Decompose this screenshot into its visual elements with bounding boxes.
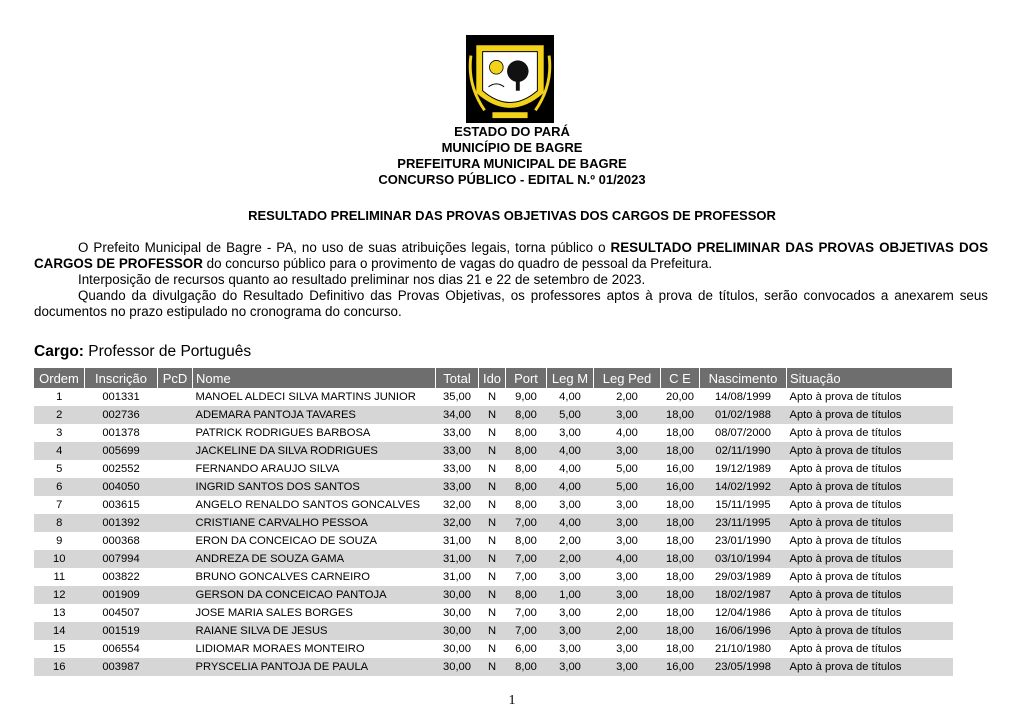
header-municipality: MUNICÍPIO DE BAGRE xyxy=(441,140,583,155)
table-row xyxy=(34,550,953,568)
table-cell xyxy=(158,406,193,424)
table-cell: 7,00 xyxy=(506,622,547,640)
table-cell: 16,00 xyxy=(661,658,700,676)
table-cell: 4 xyxy=(34,442,85,460)
table-cell: 8,00 xyxy=(506,442,547,460)
col-leg-ped: Leg Ped xyxy=(594,368,661,388)
table-row xyxy=(34,442,953,460)
table-cell: 001519 xyxy=(85,622,158,640)
table-cell: JACKELINE DA SILVA RODRIGUES xyxy=(193,442,436,460)
table-cell: 7,00 xyxy=(506,514,547,532)
results-table xyxy=(34,368,953,676)
crest-graphic xyxy=(467,36,553,122)
table-cell: 30,00 xyxy=(436,658,479,676)
table-row xyxy=(34,604,953,622)
table-cell: GERSON DA CONCEICAO PANTOJA xyxy=(193,586,436,604)
table-row xyxy=(34,568,953,586)
table-cell: 2,00 xyxy=(616,391,638,403)
table-cell: 4,00 xyxy=(616,427,638,439)
table-cell: INGRID SANTOS DOS SANTOS xyxy=(193,478,436,496)
table-cell: 23/11/1995 xyxy=(700,514,787,532)
table-cell: 3,00 xyxy=(559,643,581,655)
table-row xyxy=(34,496,953,514)
table-cell: ADEMARA PANTOJA TAVARES xyxy=(193,406,436,424)
table-cell: N xyxy=(487,499,497,511)
table-cell: 8,00 xyxy=(506,586,547,604)
table-cell xyxy=(158,586,193,604)
table-cell: 23/05/1998 xyxy=(700,658,787,676)
table-header-row xyxy=(34,368,953,388)
cargo-label: Cargo: xyxy=(34,343,84,360)
table-cell: Apto à prova de títulos xyxy=(787,442,953,460)
table-cell: N xyxy=(487,571,497,583)
table-cell: 10 xyxy=(34,550,85,568)
table-cell: 12/04/1986 xyxy=(715,607,771,619)
table-cell: Apto à prova de títulos xyxy=(789,463,902,475)
table-cell: 14/02/1992 xyxy=(700,478,787,496)
table-cell: Apto à prova de títulos xyxy=(789,391,902,403)
table-cell: 3,00 xyxy=(547,622,594,640)
table-cell: 3,00 xyxy=(616,499,638,511)
table-cell: 2,00 xyxy=(616,607,638,619)
table-cell: 7,00 xyxy=(506,550,547,568)
col-port: Port xyxy=(506,368,547,388)
table-cell: N xyxy=(487,427,497,439)
document-subtitle: RESULTADO PRELIMINAR DAS PROVAS OBJETIVAS DOS CARGOS DE PROFESSOR xyxy=(248,208,776,223)
intro-paragraph-2: Interposição de recursos quanto ao resultado preliminar nos dias 21 e 22 de setembro de 2023. xyxy=(78,272,646,287)
col-total: Total xyxy=(436,368,479,388)
table-cell: 18,00 xyxy=(666,571,694,583)
table-cell xyxy=(158,514,193,532)
table-cell: 18,00 xyxy=(661,550,700,568)
table-cell: 1,00 xyxy=(547,586,594,604)
table-cell: 6,00 xyxy=(515,643,537,655)
cargo-value: Professor de Português xyxy=(83,343,252,360)
col-inscricao: Inscrição xyxy=(85,368,158,388)
table-cell: N xyxy=(479,514,506,532)
col-nascimento: Nascimento xyxy=(700,368,787,388)
table-cell: 9,00 xyxy=(515,391,537,403)
table-cell: 3,00 xyxy=(616,571,638,583)
table-cell xyxy=(158,640,193,658)
table-cell: 3,00 xyxy=(559,499,581,511)
col-nome: Nome xyxy=(193,368,436,388)
table-cell: 21/10/1980 xyxy=(715,643,771,655)
table-cell: 18,00 xyxy=(666,499,694,511)
table-cell: 4,00 xyxy=(559,463,581,475)
table-cell: Apto à prova de títulos xyxy=(789,535,902,547)
intro-paragraph-3: Quando da divulgação do Resultado Definitivo das Provas Objetivas, os professores aptos à prova de títulos, serão convocados a anexarem seus documentos no prazo estipulado no cronograma do concurso. xyxy=(34,288,988,319)
table-cell: 3,00 xyxy=(594,406,661,424)
table-cell xyxy=(158,496,193,514)
table-cell: 6 xyxy=(34,478,85,496)
table-cell xyxy=(158,622,193,640)
table-row xyxy=(34,388,953,406)
table-cell: 14/08/1999 xyxy=(715,391,771,403)
table-cell: 003822 xyxy=(102,571,140,583)
table-cell: 18,00 xyxy=(666,607,694,619)
table-cell: 35,00 xyxy=(443,391,471,403)
table-cell: 32,00 xyxy=(443,499,471,511)
table-cell: 4,00 xyxy=(547,442,594,460)
table-cell: 7,00 xyxy=(515,607,537,619)
table-cell: 001392 xyxy=(85,514,158,532)
table-cell: Apto à prova de títulos xyxy=(787,406,953,424)
table-cell: CRISTIANE CARVALHO PESSOA xyxy=(193,514,436,532)
table-cell: 31,00 xyxy=(436,550,479,568)
table-cell: 32,00 xyxy=(436,514,479,532)
table-row xyxy=(34,658,953,676)
table-cell xyxy=(158,532,193,550)
table-cell: Apto à prova de títulos xyxy=(787,586,953,604)
table-cell: 3 xyxy=(56,427,63,439)
intro-p1-bold: RESULTADO PRELIMINAR DAS PROVAS OBJETIVAS DOS CARGOS DE PROFESSOR xyxy=(34,240,989,271)
table-cell: Apto à prova de títulos xyxy=(789,499,902,511)
table-cell: 15 xyxy=(53,643,66,655)
table-cell xyxy=(158,658,193,676)
table-cell xyxy=(158,604,193,622)
table-cell: 2 xyxy=(34,406,85,424)
table-cell: 18,00 xyxy=(661,442,700,460)
table-cell: 23/01/1990 xyxy=(715,535,771,547)
table-cell: 5,00 xyxy=(594,478,661,496)
table-cell: PATRICK RODRIGUES BARBOSA xyxy=(195,427,371,439)
table-cell: 7,00 xyxy=(515,571,537,583)
table-cell: 3,00 xyxy=(616,535,638,547)
table-cell: N xyxy=(487,643,497,655)
table-cell: 004507 xyxy=(102,607,140,619)
table-cell: 3,00 xyxy=(559,571,581,583)
municipal-crest-icon xyxy=(466,35,554,123)
table-cell: N xyxy=(487,463,497,475)
table-cell: 33,00 xyxy=(436,478,479,496)
table-cell: 3,00 xyxy=(559,427,581,439)
table-cell: 18,00 xyxy=(666,427,694,439)
cargo-line xyxy=(34,343,251,361)
table-row xyxy=(34,622,953,640)
table-cell: 18,00 xyxy=(666,643,694,655)
table-cell: 3,00 xyxy=(594,586,661,604)
table-cell: 7 xyxy=(56,499,63,511)
table-cell: 16,00 xyxy=(666,463,694,475)
table-cell: 5 xyxy=(56,463,63,475)
table-cell: PRYSCELIA PANTOJA DE PAULA xyxy=(193,658,436,676)
header-state: ESTADO DO PARÁ xyxy=(454,124,570,139)
table-cell: BRUNO GONCALVES CARNEIRO xyxy=(195,571,370,583)
table-cell: 8 xyxy=(34,514,85,532)
table-cell: 8,00 xyxy=(515,427,537,439)
table-cell: 13 xyxy=(53,607,66,619)
table-cell: 4,00 xyxy=(594,550,661,568)
table-cell: Apto à prova de títulos xyxy=(787,658,953,676)
intro-p1-end: do concurso público para o provimento de vagas do quadro de pessoal da Prefeitura. xyxy=(202,256,713,271)
table-cell: 18,00 xyxy=(661,586,700,604)
table-cell: 001378 xyxy=(102,427,140,439)
intro-paragraph-1 xyxy=(34,240,988,272)
table-cell: N xyxy=(487,607,497,619)
table-cell: 18,00 xyxy=(661,406,700,424)
table-cell: 2,00 xyxy=(594,622,661,640)
table-cell: ANDREZA DE SOUZA GAMA xyxy=(193,550,436,568)
table-cell: 2,00 xyxy=(547,550,594,568)
table-cell: 16 xyxy=(34,658,85,676)
table-cell xyxy=(158,550,193,568)
table-cell: 33,00 xyxy=(436,442,479,460)
table-cell: 4,00 xyxy=(559,391,581,403)
intro-p1-start: O Prefeito Municipal de Bagre - PA, no uso de suas atribuições legais, torna público o xyxy=(78,240,611,255)
table-cell: 30,00 xyxy=(443,643,471,655)
col-pcd: PcD xyxy=(158,368,193,388)
table-cell: 5,00 xyxy=(616,463,638,475)
table-cell: N xyxy=(479,406,506,424)
table-cell: N xyxy=(487,535,497,547)
table-cell: 19/12/1989 xyxy=(715,463,771,475)
table-cell: 14 xyxy=(34,622,85,640)
table-row xyxy=(34,586,953,604)
table-cell: FERNANDO ARAUJO SILVA xyxy=(195,463,340,475)
table-row xyxy=(34,514,953,532)
table-cell: 03/10/1994 xyxy=(700,550,787,568)
table-cell: 8,00 xyxy=(506,478,547,496)
table-cell: Apto à prova de títulos xyxy=(789,643,902,655)
col-leg-m: Leg M xyxy=(547,368,594,388)
table-cell: 000368 xyxy=(102,535,140,547)
table-cell: 006554 xyxy=(102,643,140,655)
table-cell: 18,00 xyxy=(661,514,700,532)
table-row xyxy=(34,640,953,658)
table-cell: Apto à prova de títulos xyxy=(789,427,902,439)
table-cell: Apto à prova de títulos xyxy=(789,607,902,619)
table-cell: 9 xyxy=(56,535,63,547)
table-cell: Apto à prova de títulos xyxy=(787,550,953,568)
document-header xyxy=(0,124,1024,188)
table-cell: 33,00 xyxy=(443,427,471,439)
table-cell: 004050 xyxy=(85,478,158,496)
table-cell: 2,00 xyxy=(559,535,581,547)
header-edital: CONCURSO PÚBLICO - EDITAL N.º 01/2023 xyxy=(378,172,646,187)
col-situacao: Situação xyxy=(787,368,953,388)
table-cell: ANGELO RENALDO SANTOS GONCALVES xyxy=(195,499,421,511)
table-cell: Apto à prova de títulos xyxy=(787,514,953,532)
table-cell: Apto à prova de títulos xyxy=(789,571,902,583)
table-cell: 001331 xyxy=(102,391,140,403)
table-cell: 3,00 xyxy=(559,607,581,619)
table-cell: 08/07/2000 xyxy=(715,427,771,439)
table-cell: 34,00 xyxy=(436,406,479,424)
col-ido: Ido xyxy=(479,368,506,388)
table-cell: 31,00 xyxy=(443,535,471,547)
table-cell: 002552 xyxy=(102,463,140,475)
header-prefecture: PREFEITURA MUNICIPAL DE BAGRE xyxy=(397,156,627,171)
table-cell: 31,00 xyxy=(443,571,471,583)
table-cell: N xyxy=(479,478,506,496)
table-cell: 8,00 xyxy=(506,406,547,424)
table-cell: 4,00 xyxy=(547,514,594,532)
table-cell: 3,00 xyxy=(616,643,638,655)
table-row xyxy=(34,478,953,496)
table-cell: 3,00 xyxy=(594,658,661,676)
table-cell: 005699 xyxy=(85,442,158,460)
table-cell: 001909 xyxy=(85,586,158,604)
table-cell: 16,00 xyxy=(661,478,700,496)
table-cell xyxy=(158,388,193,406)
table-cell: 01/02/1988 xyxy=(700,406,787,424)
table-row xyxy=(34,532,953,550)
table-cell: Apto à prova de títulos xyxy=(787,622,953,640)
col-ce: C E xyxy=(661,368,700,388)
table-cell: 3,00 xyxy=(547,658,594,676)
table-cell: 8,00 xyxy=(515,535,537,547)
table-cell: 15/11/1995 xyxy=(715,499,771,511)
table-cell: JOSE MARIA SALES BORGES xyxy=(195,607,353,619)
table-cell: LIDIOMAR MORAES MONTEIRO xyxy=(195,643,365,655)
table-cell: 33,00 xyxy=(443,463,471,475)
table-cell: 18,00 xyxy=(661,622,700,640)
table-cell: 4,00 xyxy=(547,478,594,496)
table-cell: 3,00 xyxy=(594,442,661,460)
intro-text xyxy=(34,240,988,320)
table-cell: RAIANE SILVA DE JESUS xyxy=(193,622,436,640)
table-cell: 30,00 xyxy=(436,622,479,640)
table-cell: 003615 xyxy=(102,499,140,511)
table-cell: 3,00 xyxy=(594,514,661,532)
table-cell xyxy=(158,460,193,478)
table-cell: 29/03/1989 xyxy=(715,571,771,583)
table-cell: N xyxy=(479,442,506,460)
table-cell: 007994 xyxy=(85,550,158,568)
table-cell: 02/11/1990 xyxy=(700,442,787,460)
table-cell: Apto à prova de títulos xyxy=(787,478,953,496)
table-cell: 8,00 xyxy=(515,499,537,511)
table-cell: 11 xyxy=(53,571,66,583)
table-cell: 16/06/1996 xyxy=(700,622,787,640)
table-cell: N xyxy=(479,622,506,640)
table-cell: 8,00 xyxy=(506,658,547,676)
table-cell: N xyxy=(479,586,506,604)
table-cell: 5,00 xyxy=(547,406,594,424)
table-cell xyxy=(158,478,193,496)
table-cell: 18/02/1987 xyxy=(700,586,787,604)
table-cell: ERON DA CONCEICAO DE SOUZA xyxy=(195,535,378,547)
table-cell: 30,00 xyxy=(436,586,479,604)
table-cell xyxy=(158,424,193,442)
table-cell xyxy=(158,568,193,586)
table-cell: N xyxy=(487,391,497,403)
table-cell: 18,00 xyxy=(666,535,694,547)
page-number: 1 xyxy=(508,693,516,708)
table-cell: 20,00 xyxy=(666,391,694,403)
table-row xyxy=(34,460,953,478)
table-cell: 1 xyxy=(56,391,63,403)
table-cell: 8,00 xyxy=(515,463,537,475)
table-cell: 003987 xyxy=(85,658,158,676)
table-cell: 30,00 xyxy=(443,607,471,619)
table-cell: MANOEL ALDECI SILVA MARTINS JUNIOR xyxy=(195,391,416,403)
table-cell: 002736 xyxy=(85,406,158,424)
table-row xyxy=(34,424,953,442)
table-cell xyxy=(158,442,193,460)
table-cell: N xyxy=(479,658,506,676)
table-row xyxy=(34,406,953,424)
table-cell: N xyxy=(479,550,506,568)
col-ordem: Ordem xyxy=(34,368,85,388)
table-cell: 12 xyxy=(34,586,85,604)
